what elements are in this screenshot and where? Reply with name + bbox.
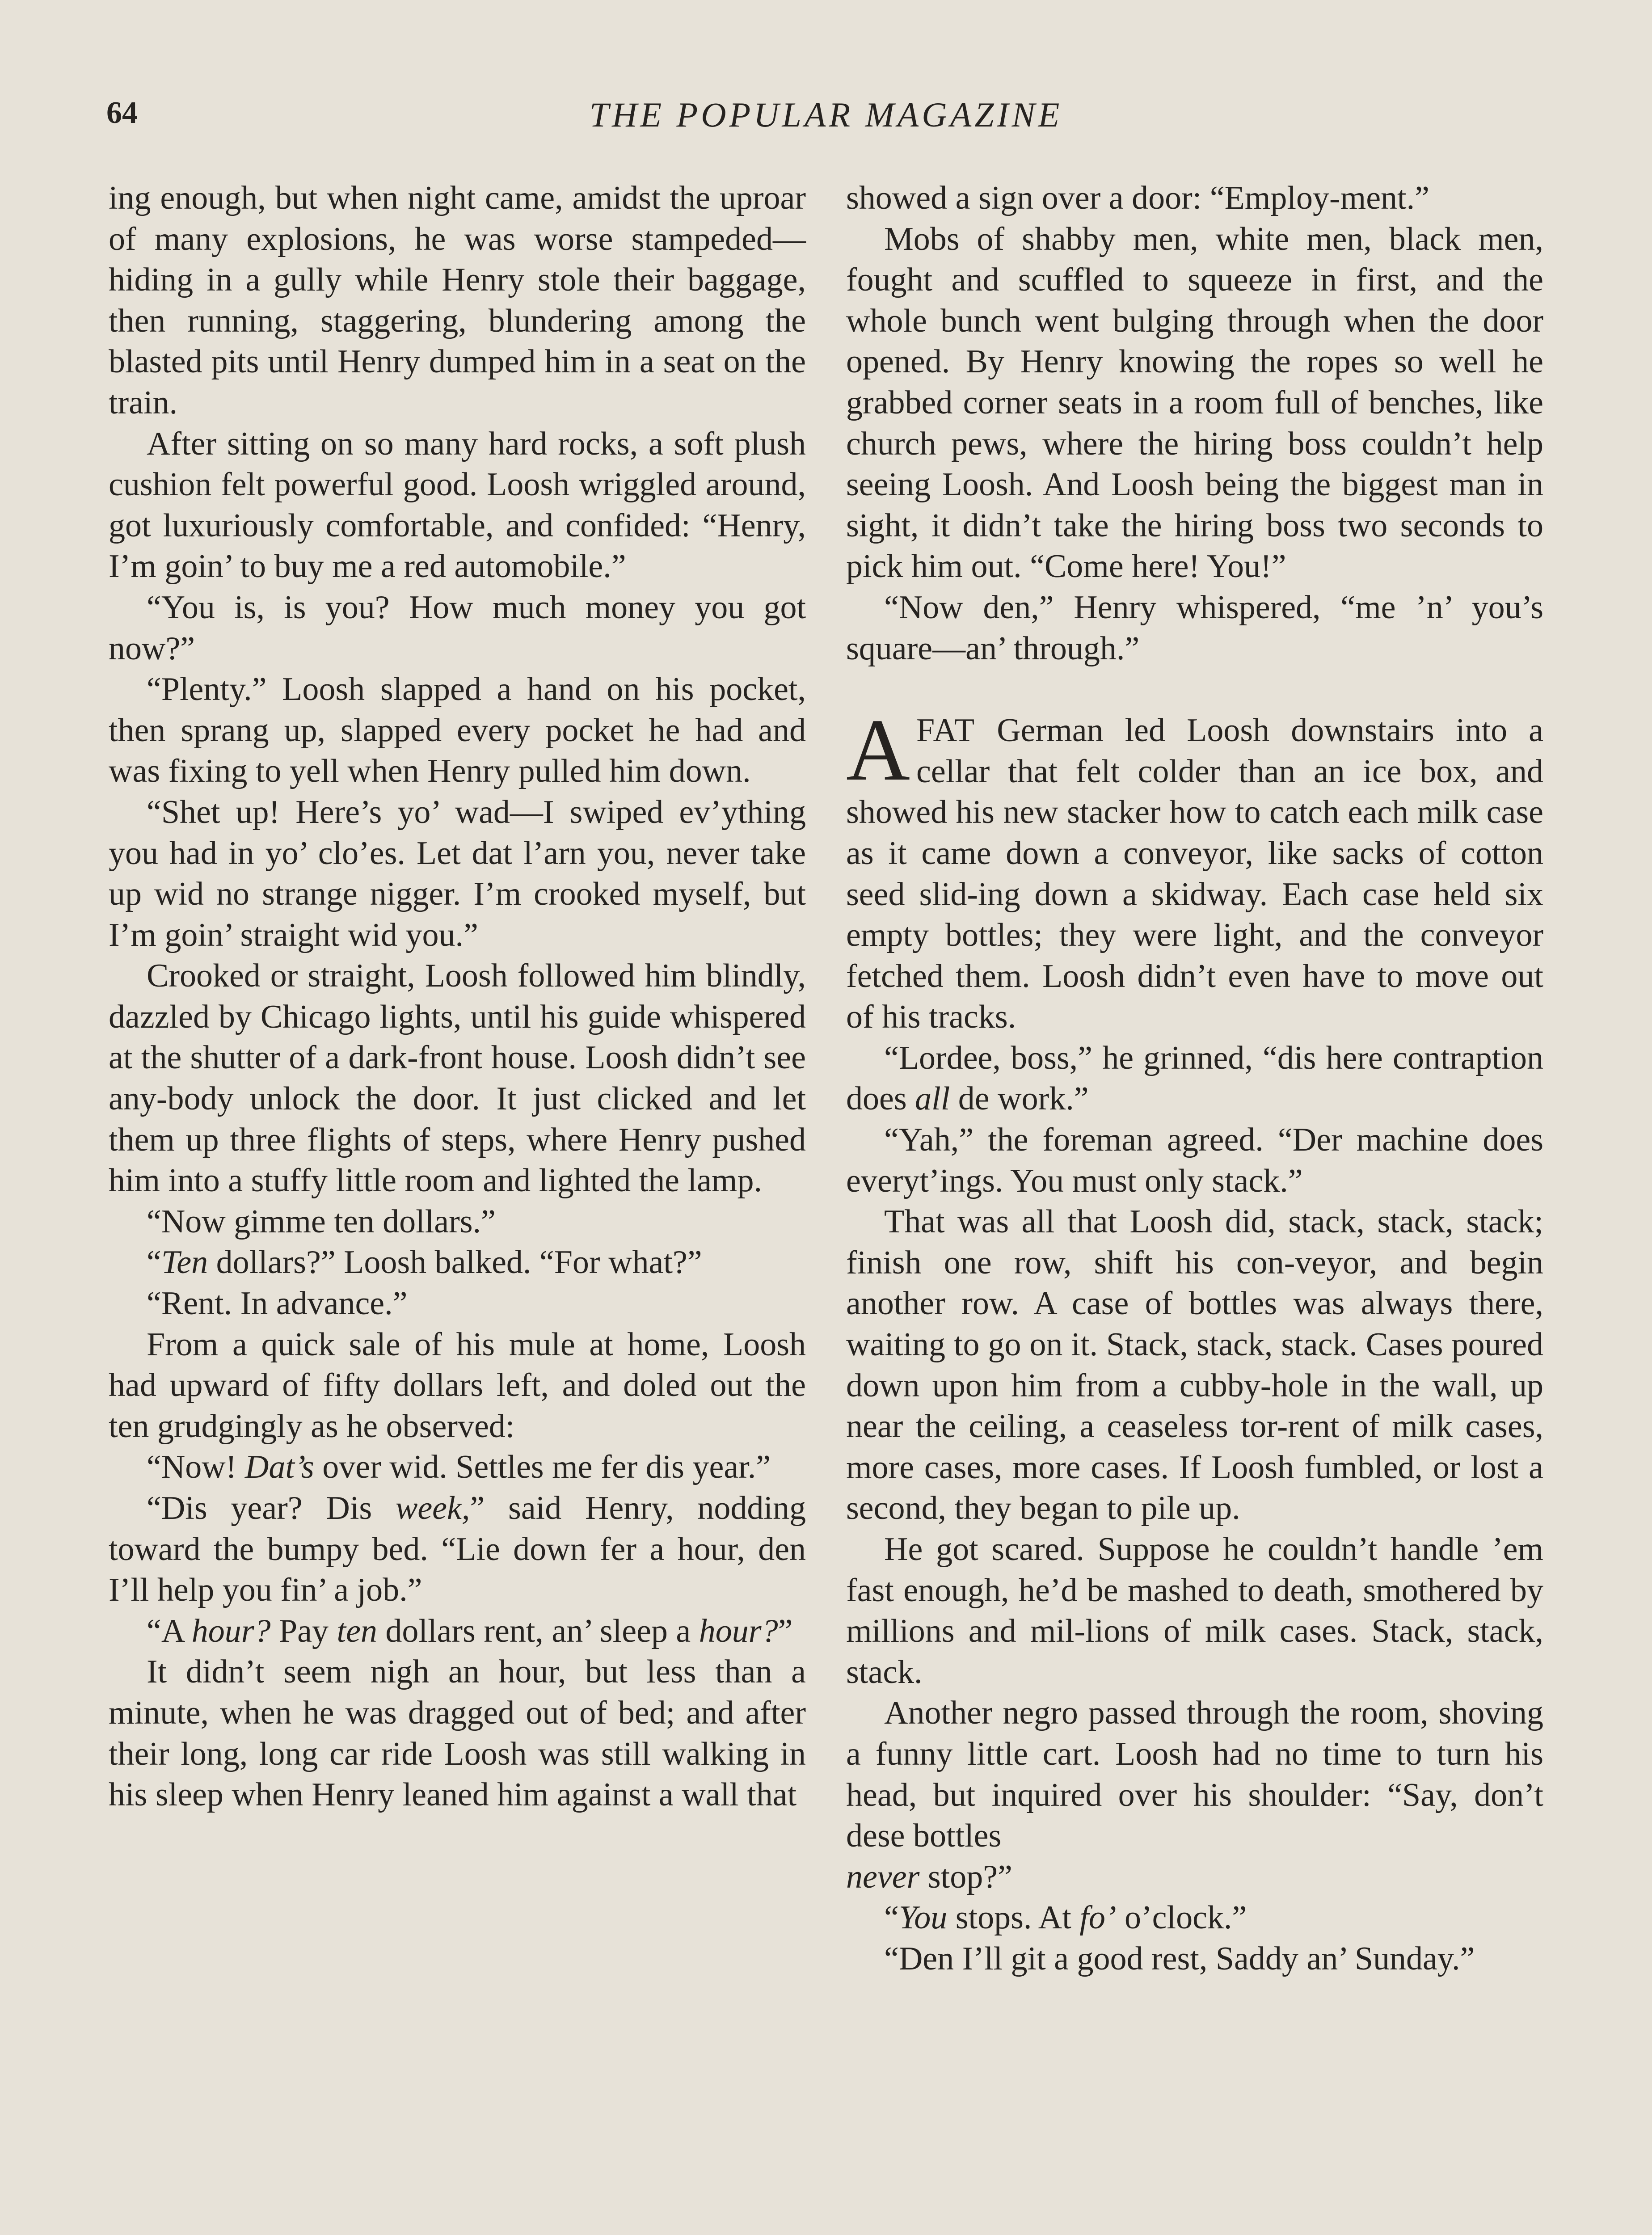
text-run: stops. At <box>947 1899 1080 1936</box>
text-run: “ <box>147 1244 161 1281</box>
paragraph: “Now gimme ten dollars.” <box>147 1203 496 1240</box>
text-run: ” <box>778 1612 793 1649</box>
left-column <box>109 178 806 1816</box>
paragraph <box>109 1611 806 1652</box>
right-column <box>846 178 1543 1980</box>
italic-text: Ten <box>161 1244 208 1281</box>
section-opening-paragraph <box>846 701 1543 1038</box>
paragraph: From a quick sale of his mule at home, Loosh had upward of fifty dollars left, and doled out the ten grudgingly as he observed: <box>109 1326 806 1445</box>
drop-cap: A <box>846 701 910 799</box>
paragraph: “You is, is you? How much money you got now?” <box>109 589 806 667</box>
paragraph: showed a sign over a door: “Employ-ment.” <box>846 180 1429 216</box>
text-run: “ <box>884 1899 899 1936</box>
paragraph-continuation <box>846 1857 1543 1898</box>
text-run: ” said Henry, nodding toward the bumpy bed. “Lie down fer a hour, den I’ll help you fin’ a job.” <box>109 1490 806 1609</box>
opening-caps: FAT <box>916 712 976 749</box>
paragraph: Crooked or straight, Loosh followed him blindly, dazzled by Chicago lights, until his guide whispered at the shutter of a dark-front house. Loosh didn’t see any-body unlock the door. It just clicked and let them up three flights of steps, where Henry pushed him into a stuffy little room and lighted the lamp. <box>109 957 806 1199</box>
paragraph: It didn’t seem nigh an hour, but less than a minute, when he was dragged out of bed; and after their long, long car ride Loosh was still walking in his sleep when Henry leaned him against a wall that <box>109 1653 806 1813</box>
paragraph <box>109 1242 806 1283</box>
text-run: “Dis year? Dis <box>147 1490 396 1527</box>
italic-text: ten <box>337 1612 377 1649</box>
text-run: dollars rent, an’ sleep a <box>377 1612 699 1649</box>
paragraph <box>846 1038 1543 1120</box>
paragraph: “Plenty.” Loosh slapped a hand on his pocket, then sprang up, slapped every pocket he had and was fixing to yell when Henry pulled him down. <box>109 671 806 790</box>
text-run: Pay <box>270 1612 337 1649</box>
page-number: 64 <box>106 96 138 130</box>
italic-text: all <box>915 1080 950 1118</box>
text-run: de work.” <box>950 1080 1089 1118</box>
section-break-block <box>846 701 1543 1979</box>
text-run: German led Loosh downstairs into a cellar that felt colder than an ice box, and showed his new stacker how to catch each milk case as it came down a conveyor, like sacks of cotton seed slid-ing down a skidway. Each case held six empty bottles; they were light, and the conveyor fetched them. Loosh didn’t even have to move out of his tracks. <box>846 712 1543 1036</box>
paragraph: Mobs of shabby men, white men, black men, fought and scuffled to squeeze in first, and the whole bunch went bulging through when the door opened. By Henry knowing the ropes so well he grabbed corner seats in a room full of benches, like church pews, where the hiring boss couldn’t help seeing Loosh. And Loosh being the biggest man in sight, it didn’t take the hiring boss two seconds to pick him out. “Come here! You!” <box>846 220 1543 585</box>
paragraph: “Rent. In advance.” <box>147 1285 408 1322</box>
text-run: over wid. Settles me fer dis year.” <box>314 1449 771 1486</box>
paragraph <box>846 1898 1543 1939</box>
paragraph: “Shet up! Here’s yo’ wad—I swiped ev’ything you had in yo’ clo’es. Let dat l’arn you, never take up wid no strange nigger. I’m crooked myself, but I’m goin’ straight wid you.” <box>109 793 806 953</box>
paragraph: That was all that Loosh did, stack, stack, stack; finish one row, shift his con-veyor, and begin another row. A case of bottles was always there, waiting to go on it. Stack, stack, stack. Cases poured down upon him from a cubby-hole in the wall, up near the ceiling, a ceaseless tor-rent of milk cases, more cases, more cases. If Loosh fumbled, or lost a second, they began to pile up. <box>846 1203 1543 1527</box>
paragraph: After sitting on so many hard rocks, a soft plush cushion felt powerful good. Loosh wriggled around, got luxuriously comfortable, and confided: “Henry, I’m goin’ to buy me a red automobile.” <box>109 425 806 585</box>
paragraph: “Den I’ll git a good rest, Saddy an’ Sunday.” <box>884 1940 1475 1977</box>
paragraph <box>109 1488 806 1611</box>
paragraph: “Now den,” Henry whispered, “me ’n’ you’s square—an’ through.” <box>846 589 1543 667</box>
paragraph: “Yah,” the foreman agreed. “Der machine does everyt’ings. You must only stack.” <box>846 1122 1543 1199</box>
paragraph <box>109 1447 806 1488</box>
text-run: o’clock.” <box>1116 1899 1247 1936</box>
paragraph: ing enough, but when night came, amidst the uproar of many explosions, he was worse stampeded—hiding in a gully while Henry stole their baggage, then running, staggering, blundering among the blasted pits until Henry dumped him in a seat on the train. <box>109 180 806 421</box>
text-run: stop?” <box>919 1858 1012 1895</box>
paragraph: Another negro passed through the room, shoving a funny little cart. Loosh had no time to turn his head, but inquired over his shoulder: “Say, don’t dese bottles <box>846 1695 1543 1855</box>
italic-text: week, <box>395 1490 470 1527</box>
text-run: “Lordee, boss,” he grinned, “dis here contraption does <box>846 1039 1543 1118</box>
italic-text: You <box>898 1899 948 1936</box>
italic-text: hour? <box>191 1612 271 1649</box>
running-head: THE POPULAR MAGAZINE <box>589 95 1063 134</box>
italic-text: never <box>846 1858 920 1895</box>
italic-text: Dat’s <box>244 1449 314 1486</box>
italic-text: hour? <box>699 1612 778 1649</box>
text-run: “A <box>147 1612 192 1649</box>
text-run: “Now! <box>147 1449 245 1486</box>
text-run: dollars?” Loosh balked. “For what?” <box>208 1244 702 1281</box>
paragraph: He got scared. Suppose he couldn’t handle ’em fast enough, he’d be mashed to death, smothered by millions and mil-lions of milk cases. Stack, stack, stack. <box>846 1531 1543 1691</box>
italic-text: fo’ <box>1079 1899 1117 1936</box>
